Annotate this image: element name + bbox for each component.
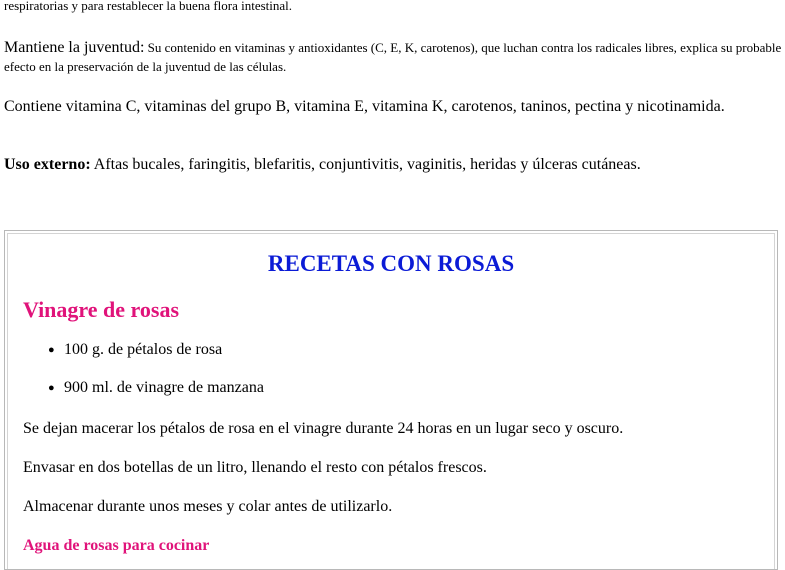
ingredient-list — [48, 340, 264, 416]
paragraph-vitaminas: Contiene vitamina C, vitaminas del grupo B, vitamina E, vitamina K, carotenos, taninos, pectina y nicotinamida. — [4, 98, 725, 115]
ingredient-text: 100 g. de pétalos de rosa — [64, 341, 223, 358]
recipe-heading-agua: Agua de rosas para cocinar — [23, 537, 210, 554]
paragraph-respiratorias: respiratorias y para restablecer la buena flora intestinal. — [4, 0, 293, 13]
recipes-box — [4, 230, 778, 570]
recipe-heading-vinagre: Vinagre de rosas — [23, 297, 180, 322]
recipes-title: RECETAS CON ROSAS — [267, 251, 515, 276]
paragraph-uso-externo — [4, 155, 641, 175]
juventud-text: Su contenido en vitaminas y antioxidantes (C, E, K, carotenos), que luchan contra los radicales libres, explica su probable efecto en la preservación de la juventud de las células. — [4, 40, 782, 74]
bullet-icon: ● — [48, 344, 55, 356]
uso-externo-text: Aftas bucales, faringitis, blefaritis, conjuntivitis, vaginitis, heridas y úlceras cutáneas. — [90, 156, 641, 173]
recipe-step: Envasar en dos botellas de un litro, llenando el resto con pétalos frescos. — [23, 459, 487, 476]
paragraph-juventud — [4, 38, 782, 76]
bullet-icon: ● — [48, 382, 55, 394]
recipe-step: Almacenar durante unos meses y colar antes de utilizarlo. — [23, 498, 393, 515]
list-item — [48, 378, 264, 416]
juventud-lead: Mantiene la juventud: — [4, 39, 145, 56]
recipes-box-inner — [7, 233, 775, 569]
list-item — [48, 340, 264, 378]
ingredient-text: 900 ml. de vinagre de manzana — [64, 379, 264, 396]
uso-externo-label: Uso externo: — [4, 156, 91, 173]
recipe-step: Se dejan macerar los pétalos de rosa en el vinagre durante 24 horas en un lugar seco y oscuro. — [23, 420, 624, 437]
